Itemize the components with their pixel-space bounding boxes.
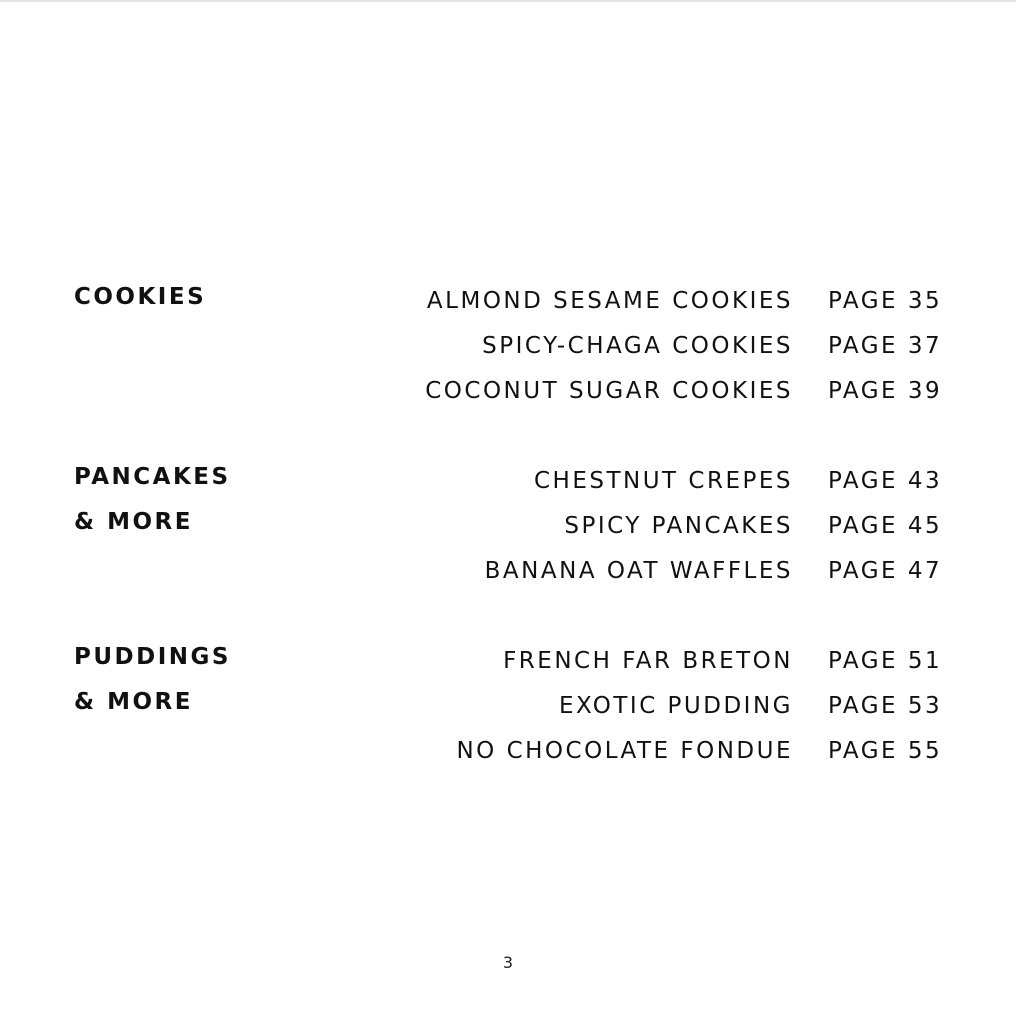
entry-title: SPICY PANCAKES (564, 512, 793, 539)
section-entries (233, 458, 944, 593)
entry-page: PAGE 45 (828, 512, 943, 539)
entry-title: COCONUT SUGAR COOKIES (425, 377, 793, 404)
section-entries (233, 638, 944, 773)
entry-title: NO CHOCOLATE FONDUE (456, 737, 793, 764)
table-of-contents (74, 278, 944, 773)
entry-page: PAGE 39 (828, 377, 943, 404)
section-heading (74, 455, 233, 593)
entry-title: EXOTIC PUDDING (558, 692, 793, 719)
toc-entry[interactable] (233, 683, 944, 728)
entry-page: PAGE 51 (828, 647, 943, 674)
section-heading-line: & MORE (74, 689, 193, 715)
section-entries (233, 278, 944, 413)
section-heading-line: COOKIES (74, 284, 207, 310)
toc-entry[interactable] (233, 458, 944, 503)
entry-page: PAGE 37 (828, 332, 943, 359)
entry-title: SPICY-CHAGA COOKIES (482, 332, 793, 359)
section-heading-line: & MORE (74, 509, 193, 535)
toc-entry[interactable] (233, 278, 944, 323)
section-heading-line: PANCAKES (74, 464, 231, 490)
section-heading (74, 635, 233, 773)
page-number: 3 (502, 953, 514, 972)
entry-title: FRENCH FAR BRETON (503, 647, 793, 674)
section-heading (74, 275, 233, 413)
section-pancakes (74, 458, 944, 593)
top-divider (0, 0, 1016, 2)
entry-title: BANANA OAT WAFFLES (484, 557, 793, 584)
toc-entry[interactable] (233, 503, 944, 548)
section-puddings (74, 638, 944, 773)
entry-page: PAGE 53 (828, 692, 943, 719)
toc-entry[interactable] (233, 323, 944, 368)
section-heading-line: PUDDINGS (74, 644, 231, 670)
toc-entry[interactable] (233, 368, 944, 413)
entry-page: PAGE 35 (828, 287, 943, 314)
entry-page: PAGE 43 (828, 467, 943, 494)
section-cookies (74, 278, 944, 413)
entry-title: CHESTNUT CREPES (533, 467, 793, 494)
entry-title: ALMOND SESAME COOKIES (426, 287, 793, 314)
entry-page: PAGE 55 (828, 737, 943, 764)
toc-entry[interactable] (233, 638, 944, 683)
entry-page: PAGE 47 (828, 557, 943, 584)
toc-entry[interactable] (233, 728, 944, 773)
toc-entry[interactable] (233, 548, 944, 593)
